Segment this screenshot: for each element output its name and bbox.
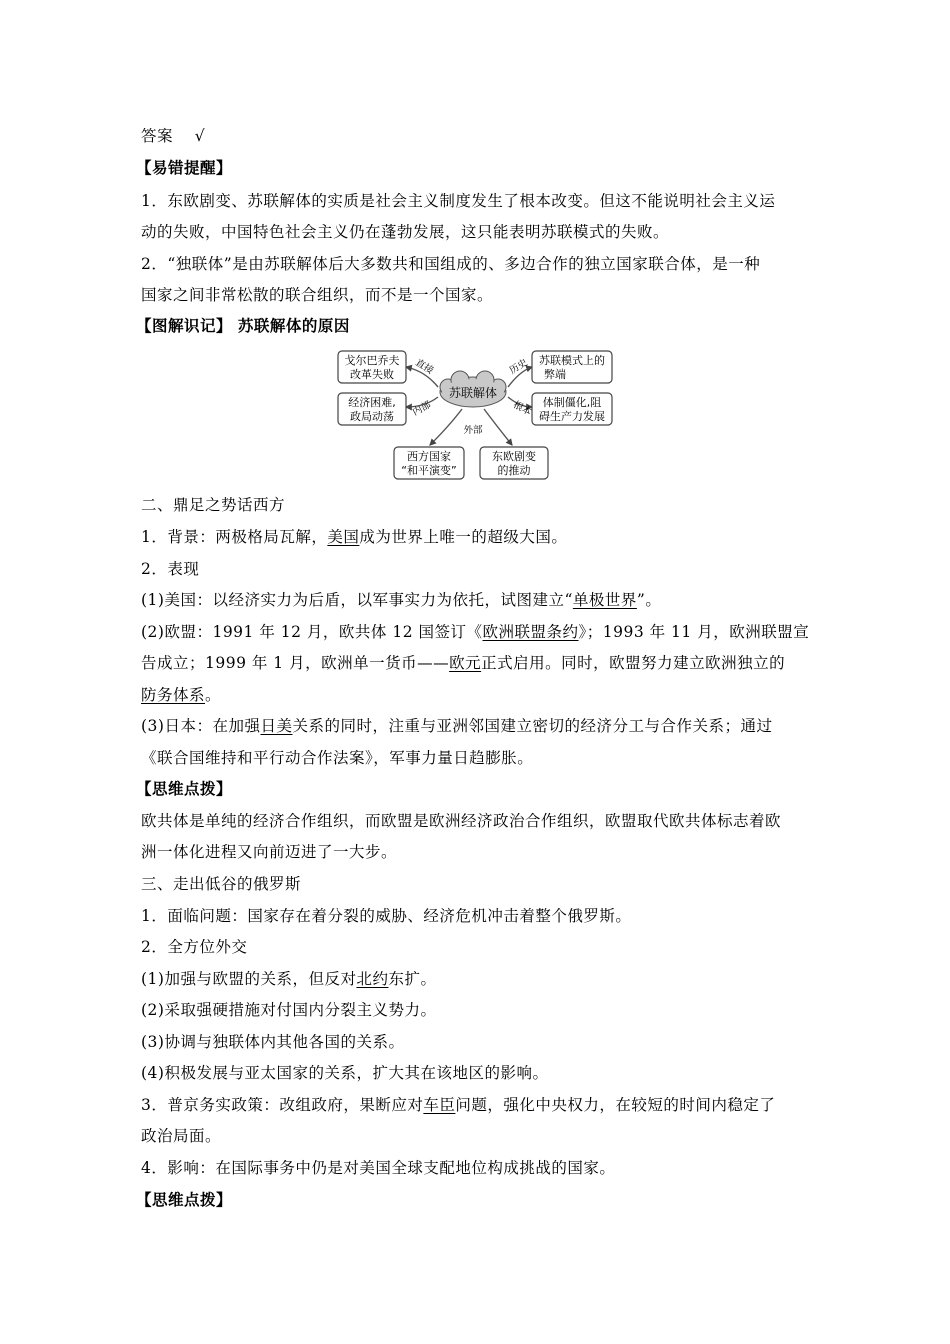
figure-title [136,316,816,336]
sec3-p3-text-a: 3．普京务实政策：改组政府，果断应对 [141,1096,424,1114]
answer-line [141,126,821,146]
box-system [532,393,612,425]
sec2-background-text-b: 成为世界上唯一的超级大国。 [359,528,568,546]
sec3-d1-text-a: (1)加强与欧盟的关系，但反对 [141,970,357,988]
box-economy-l2: 政局动荡 [350,410,394,423]
section-2-title: 二、鼎足之势话西方 [141,496,286,514]
collapse-causes-diagram [330,345,620,485]
sec2-background-underline: 美国 [327,528,360,546]
sec2-us-underline: 单极世界 [572,591,637,609]
sec3-diplomacy: 2．全方位外交 [141,938,248,956]
box-eastern-europe-l2: 的推动 [497,464,531,477]
sec3-p3-underline: 车臣 [423,1096,456,1114]
box-soviet-model [532,351,612,383]
sec2-eu-text-b: 》；1993 年 11 月，欧洲联盟宣 [578,623,810,641]
section-3-title: 三、走出低谷的俄罗斯 [141,875,302,893]
sec2-eu2-underline: 欧元 [449,654,482,672]
sec2-thinking-heading: 【思维点拨】 [136,779,233,798]
sec2-eu-line-1 [141,622,821,642]
sec2-us [141,590,821,610]
sec2-jp-text-a: (3)日本：在加强 [141,717,261,735]
sec2-jp-underline: 日美 [260,717,293,735]
box-gorbachev-l2: 改革失败 [350,368,394,381]
sec2-background [141,527,821,547]
sec2-eu-line-2 [141,653,821,673]
box-soviet-model-l2: 弊端 [544,368,566,381]
box-western-l1: 西方国家 [407,450,451,463]
sec2-eu-underline: 欧洲联盟条约 [482,623,579,641]
label-history: 历史 [507,357,530,377]
tip-point-2-line-1: 2．“独联体”是由苏联解体后大多数共和国组成的、多边合作的独立国家联合体，是一种 [141,255,761,273]
sec2-eu2-text-b: 正式启用。同时，欧盟努力建立欧洲独立的 [481,654,786,672]
sec2-performance: 2．表现 [141,560,200,578]
sec3-diplomacy-3: (3)协调与独联体内其他各国的关系。 [141,1033,405,1051]
arrow-external-left [430,409,462,445]
box-system-l1: 体制僵化,阻 [542,396,602,409]
sec2-background-text-a: 1．背景：两极格局瓦解， [141,528,328,546]
tip-point-2-line-2: 国家之间非常松散的联合组织，而不是一个国家。 [141,286,494,304]
box-gorbachev [338,351,406,383]
sec3-p3-text-b: 问题，强化中央权力，在较短的时间内稳定了 [455,1096,776,1114]
sec2-us-text-a: (1)美国：以经济实力为后盾，以军事实力为依托，试图建立“ [141,591,573,609]
sec2-thinking-line-1: 欧共体是单纯的经济合作组织，而欧盟是欧洲经济政治合作组织，欧盟取代欧共体标志着欧 [141,812,782,830]
tip-point-1-line-2: 动的失败，中国特色社会主义仍在蓬勃发展，这只能表明苏联模式的失败。 [141,223,670,241]
sec3-putin-line-1 [141,1095,821,1115]
sec3-d1-underline: 北约 [356,970,389,988]
label-external: 外部 [463,425,483,436]
sec2-eu3-underline: 防务体系 [141,686,206,704]
box-system-l2: 碍生产力发展 [539,410,605,423]
box-eastern-europe-l1: 东欧剧变 [492,450,536,463]
error-tip-heading: 【易错提醒】 [136,158,233,177]
sec2-japan-line-2: 《联合国维持和平行动合作法案》，军事力量日趋膨胀。 [141,749,534,767]
arrow-external-right [484,409,512,445]
answer-mark: √ [194,127,206,145]
sec2-eu-text-a: (2)欧盟：1991 年 12 月，欧共体 12 国签订《 [141,623,483,641]
sec2-eu-line-3 [141,685,821,705]
sec3-diplomacy-2: (2)采取强硬措施对付国内分裂主义势力。 [141,1001,437,1019]
sec2-us-text-b: ”。 [636,591,662,609]
center-cloud [440,371,506,407]
box-economy [338,393,406,425]
figure-heading: 【图解识记】 苏联解体的原因 [136,316,350,335]
box-soviet-model-l1: 苏联模式上的 [539,354,605,367]
box-economy-l1: 经济困难, [348,396,396,409]
box-western [394,447,464,479]
sec2-eu2-text-a: 告成立；1999 年 1 月，欧洲单一货币—— [141,654,450,672]
answer-label: 答案 [141,127,174,145]
sec3-influence: 4．影响：在国际事务中仍是对美国全球支配地位构成挑战的国家。 [141,1159,616,1177]
box-gorbachev-l1: 戈尔巴乔夫 [344,354,400,367]
label-direct: 直接 [413,357,436,377]
sec2-jp-text-b: 关系的同时，注重与亚洲邻国建立密切的经济分工与合作关系；通过 [292,717,773,735]
box-western-l2: “和平演变” [401,464,457,477]
sec3-diplomacy-1 [141,969,821,989]
label-root: 根本 [511,399,534,419]
center-label: 苏联解体 [448,386,498,400]
sec2-thinking-line-2: 洲一体化进程又向前迈进了一大步。 [141,843,398,861]
box-eastern-europe [480,447,548,479]
label-internal: 内部 [410,399,433,419]
sec3-d1-text-b: 东扩。 [388,970,437,988]
sec3-problem: 1．面临问题：国家存在着分裂的威胁、经济危机冲击着整个俄罗斯。 [141,907,632,925]
sec3-diplomacy-4: (4)积极发展与亚太国家的关系，扩大其在该地区的影响。 [141,1064,549,1082]
sec3-thinking-heading: 【思维点拨】 [136,1190,233,1209]
tip-point-1-line-1: 1．东欧剧变、苏联解体的实质是社会主义制度发生了根本改变。但这不能说明社会主义运 [141,192,776,210]
sec2-japan-line-1 [141,716,821,736]
sec3-putin-line-2: 政治局面。 [141,1127,222,1145]
sec2-eu3-text-b: 。 [205,686,222,704]
